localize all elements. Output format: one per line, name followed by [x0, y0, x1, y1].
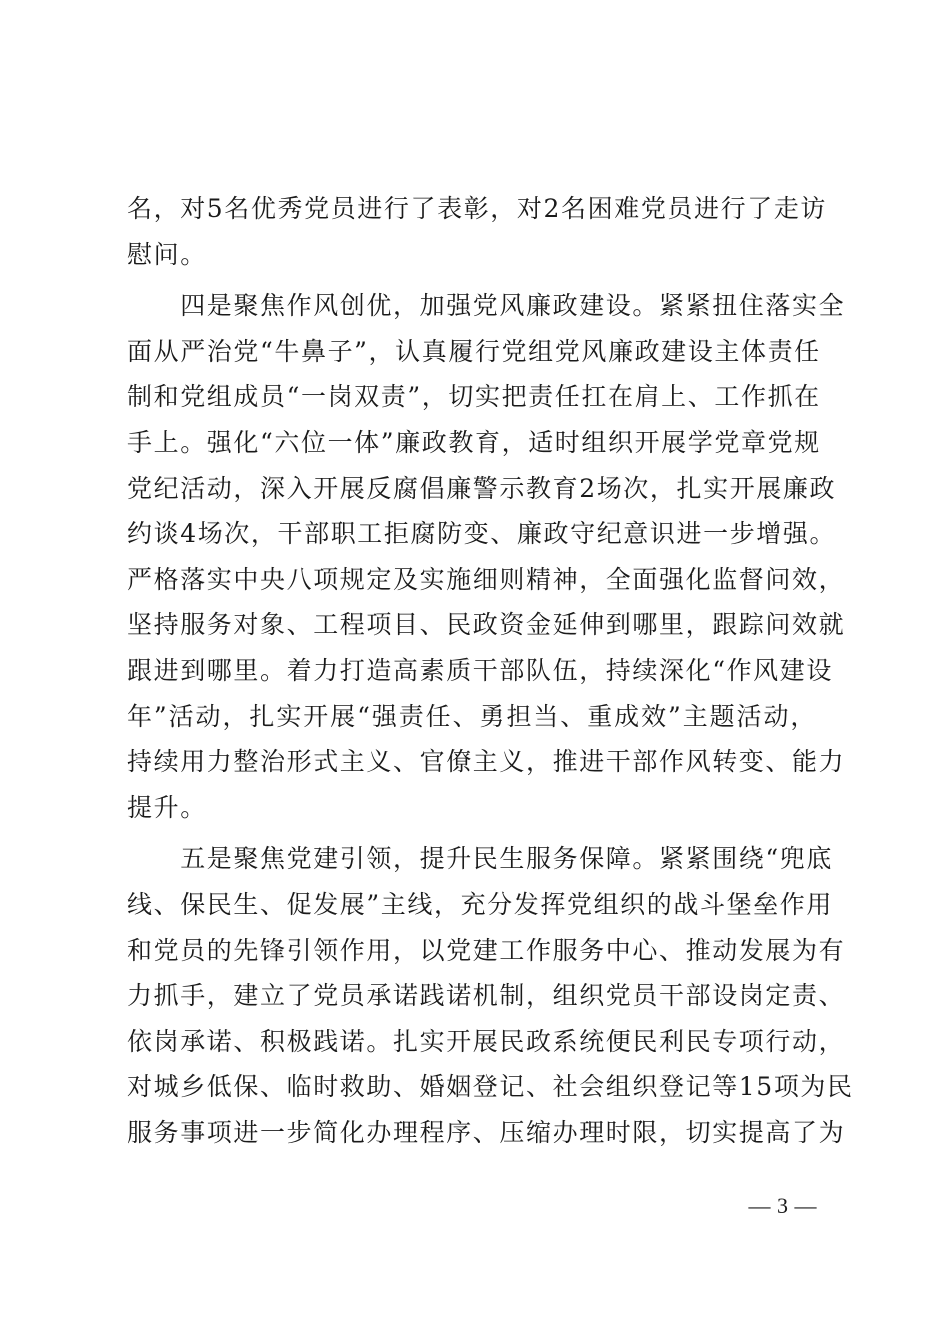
text-line: 面从严治党“牛鼻子”，认真履行党组党风廉政建设主体责任	[127, 336, 821, 366]
text-line: 慰问。	[127, 239, 207, 269]
text-line: 党纪活动，深入开展反腐倡廉警示教育2场次，扎实开展廉政	[127, 473, 837, 503]
text-line: 和党员的先锋引领作用，以党建工作服务中心、推动发展为有	[127, 935, 846, 965]
page-number: — 3 —	[748, 1193, 817, 1218]
text-line: 严格落实中央八项规定及实施细则精神，全面强化监督问效，	[127, 564, 846, 594]
paragraph-start-line: 四是聚焦作风创优，加强党风廉政建设。紧紧扭住落实全	[127, 291, 846, 321]
text-line: 持续用力整治形式主义、官僚主义，推进干部作风转变、能力	[127, 747, 846, 777]
text-line: 制和党组成员“一岗双责”，切实把责任扛在肩上、工作抓在	[127, 382, 821, 412]
text-line: 依岗承诺、积极践诺。扎实开展民政系统便民利民专项行动，	[127, 1026, 846, 1056]
document-body	[127, 186, 854, 1155]
text-line: 提升。	[127, 792, 207, 822]
text-line: 坚持服务对象、工程项目、民政资金延伸到哪里，跟踪问效就	[127, 610, 846, 640]
paragraph-start-line: 五是聚焦党建引领，提升民生服务保障。紧紧围绕“兜底	[127, 844, 833, 874]
text-line: 对城乡低保、临时救助、婚姻登记、社会组织登记等15项为民	[127, 1072, 854, 1102]
text-line: 约谈4场次，干部职工拒腐防变、廉政守纪意识进一步增强。	[127, 519, 837, 549]
text-line: 名，对5名优秀党员进行了表彰，对2名困难党员进行了走访	[127, 194, 828, 223]
text-line: 手上。强化“六位一体”廉政教育，适时组织开展学党章党规	[127, 427, 821, 457]
text-line: 力抓手，建立了党员承诺践诺机制，组织党员干部设岗定责、	[127, 981, 846, 1011]
text-line: 服务事项进一步简化办理程序、压缩办理时限，切实提高了为	[127, 1117, 846, 1147]
text-line: 跟进到哪里。着力打造高素质干部队伍，持续深化“作风建设	[127, 655, 833, 685]
text-line: 线、保民生、促发展”主线，充分发挥党组织的战斗堡垒作用	[127, 889, 833, 919]
text-line: 年”活动，扎实开展“强责任、勇担当、重成效”主题活动，	[127, 701, 817, 731]
